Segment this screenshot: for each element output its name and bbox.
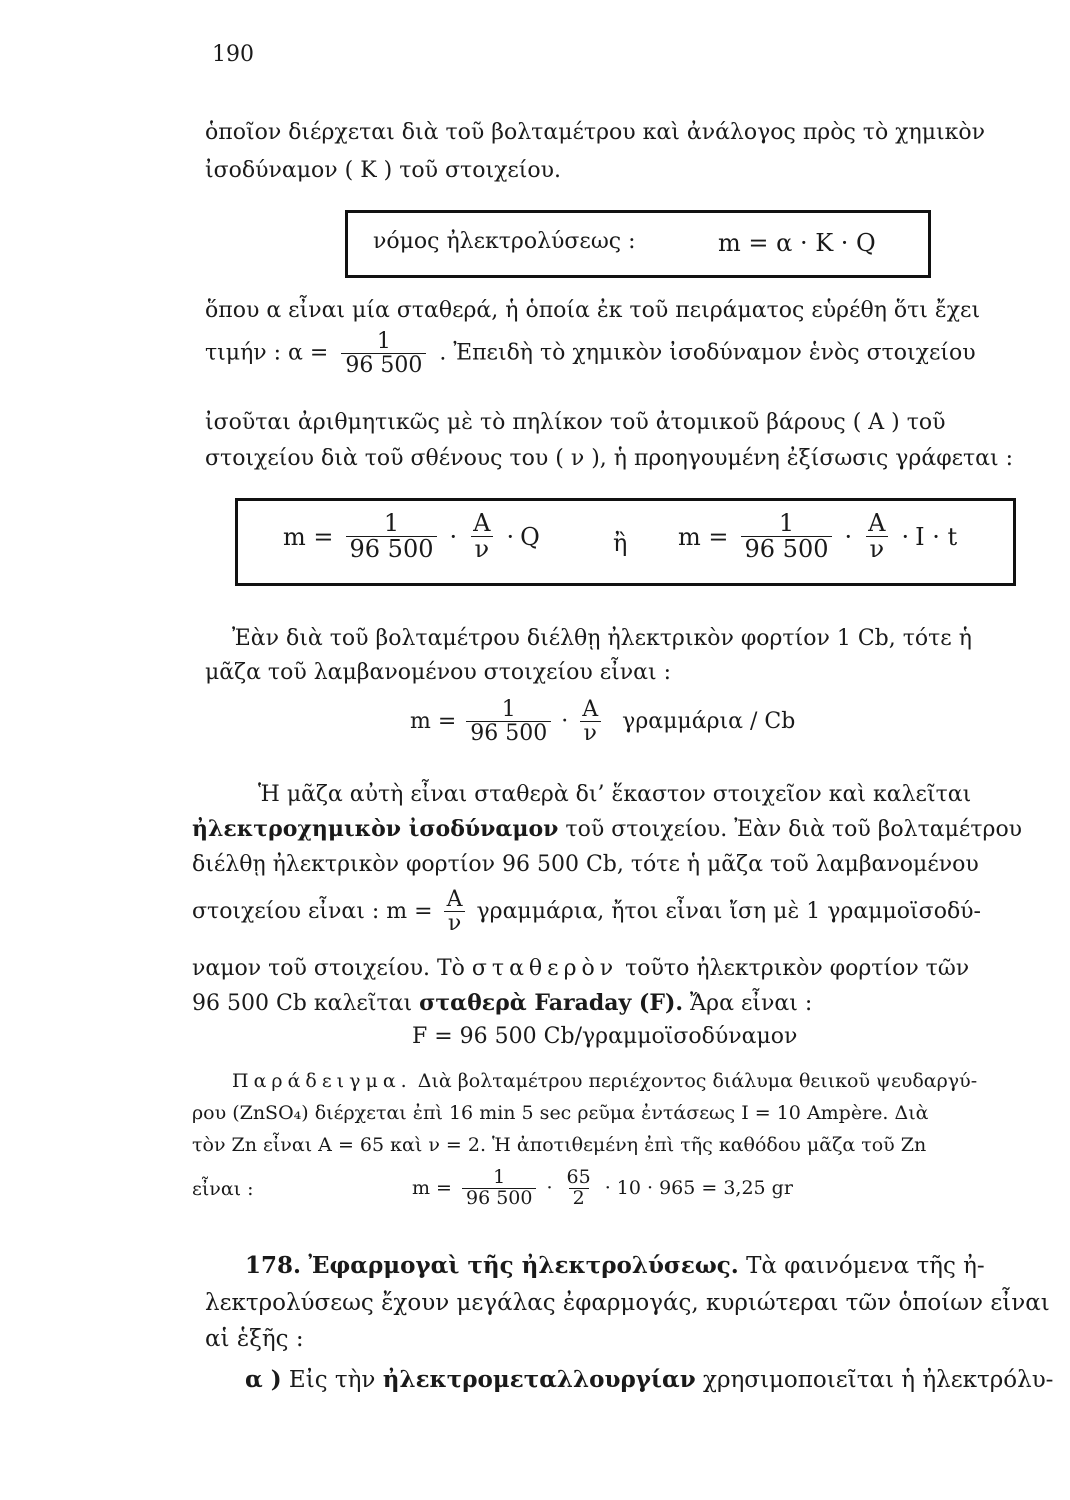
alpha-num: 1 [376,329,391,354]
eq-rest: · 10 · 965 = 3,25 gr [604,1177,793,1200]
frac-num: 1 [778,509,795,537]
law-label: νόμος ἠλεκτρολύσεως : [373,229,636,254]
frac-num: 1 [493,1166,506,1188]
A-over-nu [443,888,467,935]
section-line-1-rest: Τὰ φαινόμενα τῆς ἠ- [746,1253,985,1279]
alpha-def: τιμήν : α = [205,340,329,366]
section-number: 178. [245,1252,302,1279]
example-line-1 [232,1070,977,1092]
section-line-2: λεκτρολύσεως ἔχουν μεγάλας ἐφαρμογάς, κυριώτεραι τῶν ὁποίων εἶναι [205,1290,1050,1316]
page-number: 190 [212,42,254,67]
item-a-bold: ἠλεκτρομεταλλουργίαν [382,1366,696,1393]
frac-den: ν [444,911,465,935]
para2-line-2: μᾶζα τοῦ λαμβανομένου στοιχείου εἶναι : [205,660,671,685]
para2-line-1: Ἐὰν διὰ τοῦ βολταμέτρου διέλθῃ ἠλεκτρικὸν φορτίον 1 Cb, τότε ἡ [232,626,972,651]
frac-num: 65 [566,1166,591,1188]
formula-or: ἢ [613,529,628,557]
item-a-post: χρησιμοποιεῖται ἡ ἠλεκτρόλυ- [703,1367,1054,1393]
example-text: Διὰ βολταμέτρου περιέχοντος διάλυμα θειικοῦ ψευδαργύ- [417,1070,978,1092]
para2-equation [410,698,795,745]
eq-frac-1 [462,1168,536,1209]
term-bold: ἠλεκτροχημικὸν ἰσοδύναμον [192,816,559,842]
item-a-pre: Εἰς τὴν [288,1367,376,1393]
frac-den: ν [471,536,494,562]
frac-den: 96 500 [346,536,438,562]
line4-prefix: στοιχείου εἶναι : m = [192,899,433,925]
formula-Q: Q [520,522,540,551]
example-line-3: τὸν Zn εἶναι A = 65 καὶ ν = 2. Ἡ ἀποτιθεμένη ἐπὶ τῆς καθόδου μᾶζα τοῦ Zn [192,1134,927,1156]
frac-den: ν [580,721,601,745]
section-line-3: αἱ ἑξῆς : [205,1326,304,1352]
frac-num: 1 [501,697,516,722]
section-title: Ἐφαρμογαὶ τῆς ἠλεκτρολύσεως. [308,1252,739,1279]
frac-num: A [473,509,491,537]
line5-a: ναμον τοῦ στοιχείου. Τὸ [192,956,465,981]
alpha-den: 96 500 [341,353,426,377]
eq-m: m = [412,1177,452,1200]
eq-frac-2 [563,1168,595,1209]
law-formula: m = α · K · Q [718,229,876,257]
formula-m-eq: m = [678,522,729,551]
eq-frac-2 [578,698,602,745]
dot: · [546,1177,553,1200]
formula-frac-4 [864,511,889,562]
law-box [345,210,931,278]
formula-left [283,511,540,562]
formula-box [235,498,1016,586]
example-equation [412,1168,793,1209]
frac-den: 2 [569,1188,589,1209]
faraday-bold: σταθερὰ Faraday (F). [419,990,684,1016]
frac-num: A [868,509,886,537]
frac-den: ν [866,536,889,562]
eq-m: m = [410,709,457,735]
alpha-fraction [341,330,426,377]
faraday-equation: F = 96 500 Cb/γραμμοϊσοδύναμον [412,1024,798,1049]
para1-line-2-rest: . Ἐπειδὴ τὸ χημικὸν ἰσοδύναμον ἑνὸς στοιχείου [439,340,976,366]
dot: · [449,522,458,551]
example-line-2: ρου (ZnSO₄) διέρχεται ἐπὶ 16 min 5 sec ρεῦμα ἐντάσεως I = 10 Ampère. Διὰ [192,1102,929,1124]
frac-num: 1 [383,509,400,537]
frac-num: A [446,887,463,912]
para1-line-1: ὅπου α εἶναι μία σταθερά, ἡ ὁποία ἐκ τοῦ πειράματος εὑρέθη ὅτι ἔχει [205,298,981,323]
para3-line-4 [192,888,981,935]
example-line-4: εἶναι : [192,1178,254,1200]
formula-I-t: I · t [915,522,958,551]
para3-line-2 [192,816,1022,842]
para1-line-2 [205,330,976,377]
para1-line-4: στοιχείου διὰ τοῦ σθένους του ( ν ), ἡ προηγουμένη ἐξίσωσις γράφεται : [205,446,1014,471]
frac-den: 96 500 [741,536,833,562]
intro-line-2: ἰσοδύναμον ( K ) τοῦ στοιχείου. [205,158,562,183]
formula-right [678,511,957,562]
para3-line-3: διέλθῃ ἠλεκτρικὸν φορτίον 96 500 Cb, τότε ἡ μᾶζα τοῦ λαμβανομένου [192,852,979,877]
example-title: Παράδειγμα. [232,1070,412,1092]
line6-a: 96 500 Cb καλεῖται [192,991,413,1016]
item-a [245,1366,1053,1393]
line5-spaced: σταθερὸν [471,956,619,981]
eq-frac-1 [466,698,551,745]
section-heading-line [245,1252,985,1279]
dot: · [506,522,515,551]
para3-line-1: Ἡ μᾶζα αὐτὴ εἶναι σταθερὰ δι’ ἕκαστον στοιχεῖον καὶ καλεῖται [258,782,972,807]
formula-frac-1 [346,511,438,562]
line5-b: τοῦτο ἠλεκτρικὸν φορτίον τῶν [625,956,970,981]
para1-line-3: ἰσοῦται ἀριθμητικῶς μὲ τὸ πηλίκον τοῦ ἀτομικοῦ βάρους ( A ) τοῦ [205,410,946,435]
para3-line-2-rest: τοῦ στοιχείου. Ἐὰν διὰ τοῦ βολταμέτρου [565,817,1023,842]
intro-line-1: ὁποῖον διέρχεται διὰ τοῦ βολταμέτρου καὶ ἀνάλογος πρὸς τὸ χημικὸν [205,120,985,145]
dot: · [901,522,910,551]
formula-frac-3 [741,511,833,562]
para3-line-5 [192,956,969,981]
line6-b: Ἄρα εἶναι : [690,991,813,1016]
formula-frac-2 [469,511,494,562]
eq-unit: γραμμάρια / Cb [622,709,796,735]
formula-m-eq: m = [283,522,334,551]
item-a-label: α ) [245,1366,282,1393]
frac-num: A [582,697,599,722]
frac-den: 96 500 [462,1188,536,1209]
para3-line-6 [192,990,812,1016]
dot: · [561,709,569,735]
dot: · [844,522,853,551]
frac-den: 96 500 [466,721,551,745]
line4-suffix: γραμμάρια, ἤτοι εἶναι ἴση μὲ 1 γραμμοϊσοδύ- [476,899,981,925]
